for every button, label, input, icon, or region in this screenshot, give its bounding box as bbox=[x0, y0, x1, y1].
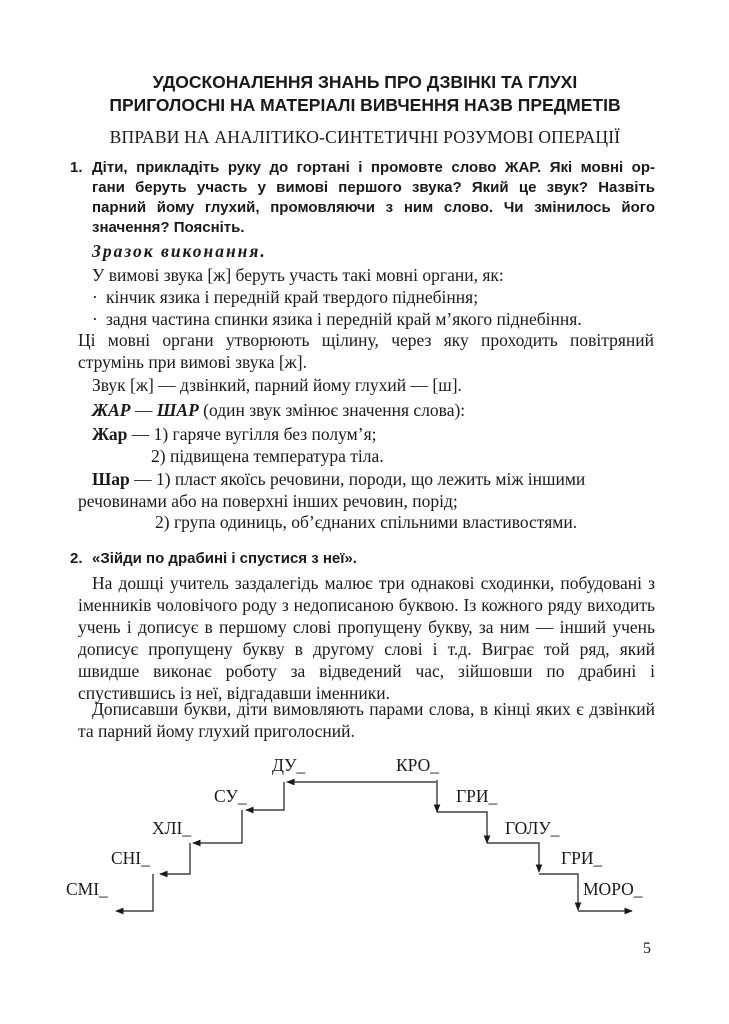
task-number: 1. bbox=[70, 159, 83, 176]
ladder-arrow bbox=[487, 843, 539, 872]
ladder-word: СУ_ bbox=[214, 786, 247, 806]
task-1-line: парний йому глухий, промовляючи з ним слово. Чи змінилось його bbox=[92, 199, 655, 216]
zhar-definition bbox=[92, 423, 377, 445]
ladder-arrow bbox=[193, 810, 242, 843]
bullet-item bbox=[92, 308, 582, 330]
task-2 bbox=[70, 549, 655, 569]
page-number: 5 bbox=[643, 940, 651, 957]
ladder-arrow bbox=[539, 874, 578, 910]
task-1-line: Діти, прикладіть руку до гортані і промовте слово ЖАР. Які мовні ор- bbox=[92, 159, 655, 176]
task-1-line: значення? Поясніть. bbox=[92, 219, 245, 236]
task-2-paragraph: На дошці учитель заздалегідь малює три однакові сходинки, побудовані з іменників чоловічого роду з недописаною буквою. Із кожного ряду виходить учень і дописує в першому слові пропущену букву, за ним — інший учень дописує пропущену букву в другому слові і т.д. Виграє той ряд, який швидше виконає роботу за відведений час, зійшовши по драбині і спустившись із неї, відгадавши іменники. bbox=[78, 573, 655, 703]
pair-line bbox=[92, 399, 465, 421]
section-title bbox=[60, 71, 670, 117]
ladder-word: ГРИ_ bbox=[456, 786, 498, 806]
task-2-title: «Зійди по драбині і спустися з неї». bbox=[92, 550, 357, 567]
ladder-word: ГОЛУ_ bbox=[505, 818, 560, 838]
word-ladder-diagram bbox=[0, 740, 729, 930]
task-2-paragraph: Дописавши букви, діти вимовляють парами слова, в кінці яких є дзвінкий та парний йому глухий приголосний. bbox=[78, 699, 655, 741]
bullet-text: задня частина спинки язика і передній край м’якого піднебіння. bbox=[106, 309, 582, 329]
ladder-arrow bbox=[160, 843, 190, 874]
ladder-word: ДУ_ bbox=[272, 755, 306, 775]
sample-heading: Зразок виконання. bbox=[92, 241, 267, 261]
ladder-word: ГРИ_ bbox=[561, 848, 603, 868]
pair-rest: (один звук змінює значення слова): bbox=[198, 400, 466, 420]
pair-word-1: ЖАР bbox=[92, 400, 131, 420]
bullet-text: кінчик язика і передній край твердого піднебіння; bbox=[106, 287, 479, 307]
bullet-item bbox=[92, 286, 478, 308]
bullet-dot: · bbox=[92, 309, 98, 329]
ladder-word: ХЛІ_ bbox=[152, 818, 192, 838]
task-1 bbox=[70, 158, 655, 238]
section-subtitle: ВПРАВИ НА АНАЛІТИКО-СИНТЕТИЧНІ РОЗУМОВІ ОПЕРАЦІЇ bbox=[109, 127, 621, 147]
task-1-line: гани беруть участь у вимові першого звука? Який це звук? Назвіть bbox=[92, 179, 655, 196]
shar-definition bbox=[92, 468, 585, 490]
pair-word-2: ШАР bbox=[156, 400, 199, 420]
ladder-word: СНІ_ bbox=[111, 848, 150, 868]
ladder-arrow bbox=[437, 812, 487, 843]
shar-word: Шар bbox=[92, 469, 130, 489]
sample-paragraph-text: Ці мовні органи утворюють щілину, через яку проходить повітряний струмінь при вимові звука [ж]. bbox=[78, 330, 654, 372]
title-line-2: ПРИГОЛОСНІ НА МАТЕРІАЛІ ВИВЧЕННЯ НАЗВ ПРЕДМЕТІВ bbox=[109, 95, 621, 115]
bullet-dot: · bbox=[92, 287, 98, 307]
zhar-word: Жар bbox=[92, 424, 128, 444]
sample-intro: У вимові звука [ж] беруть участь такі мовні органи, як: bbox=[92, 265, 504, 285]
ladder-word: КРО_ bbox=[396, 755, 440, 775]
task-number: 2. bbox=[70, 550, 83, 567]
pair-dash: — bbox=[130, 400, 157, 420]
zhar-def-2: 2) підвищена температура тіла. bbox=[151, 446, 384, 466]
ladder-word: МОРО_ bbox=[583, 879, 643, 899]
shar-def-1-cont: речовинами або на поверхні інших речовин, порід; bbox=[78, 491, 458, 511]
ladder-word: СМІ_ bbox=[66, 879, 108, 899]
title-line-1: УДОСКОНАЛЕННЯ ЗНАНЬ ПРО ДЗВІНКІ ТА ГЛУХІ bbox=[152, 72, 578, 92]
shar-def-2: 2) група одиниць, об’єднаних спільними властивостями. bbox=[155, 512, 578, 532]
ladder-arrow bbox=[246, 782, 284, 810]
sample-paragraph bbox=[78, 329, 654, 373]
shar-def-1: — 1) пласт якоїсь речовини, породи, що лежить між іншими bbox=[129, 469, 586, 489]
ladder-arrow bbox=[116, 874, 153, 911]
sound-line: Звук [ж] — дзвінкий, парний йому глухий — [ш]. bbox=[92, 375, 462, 395]
zhar-def-1: — 1) гаряче вугілля без полум’я; bbox=[127, 424, 377, 444]
